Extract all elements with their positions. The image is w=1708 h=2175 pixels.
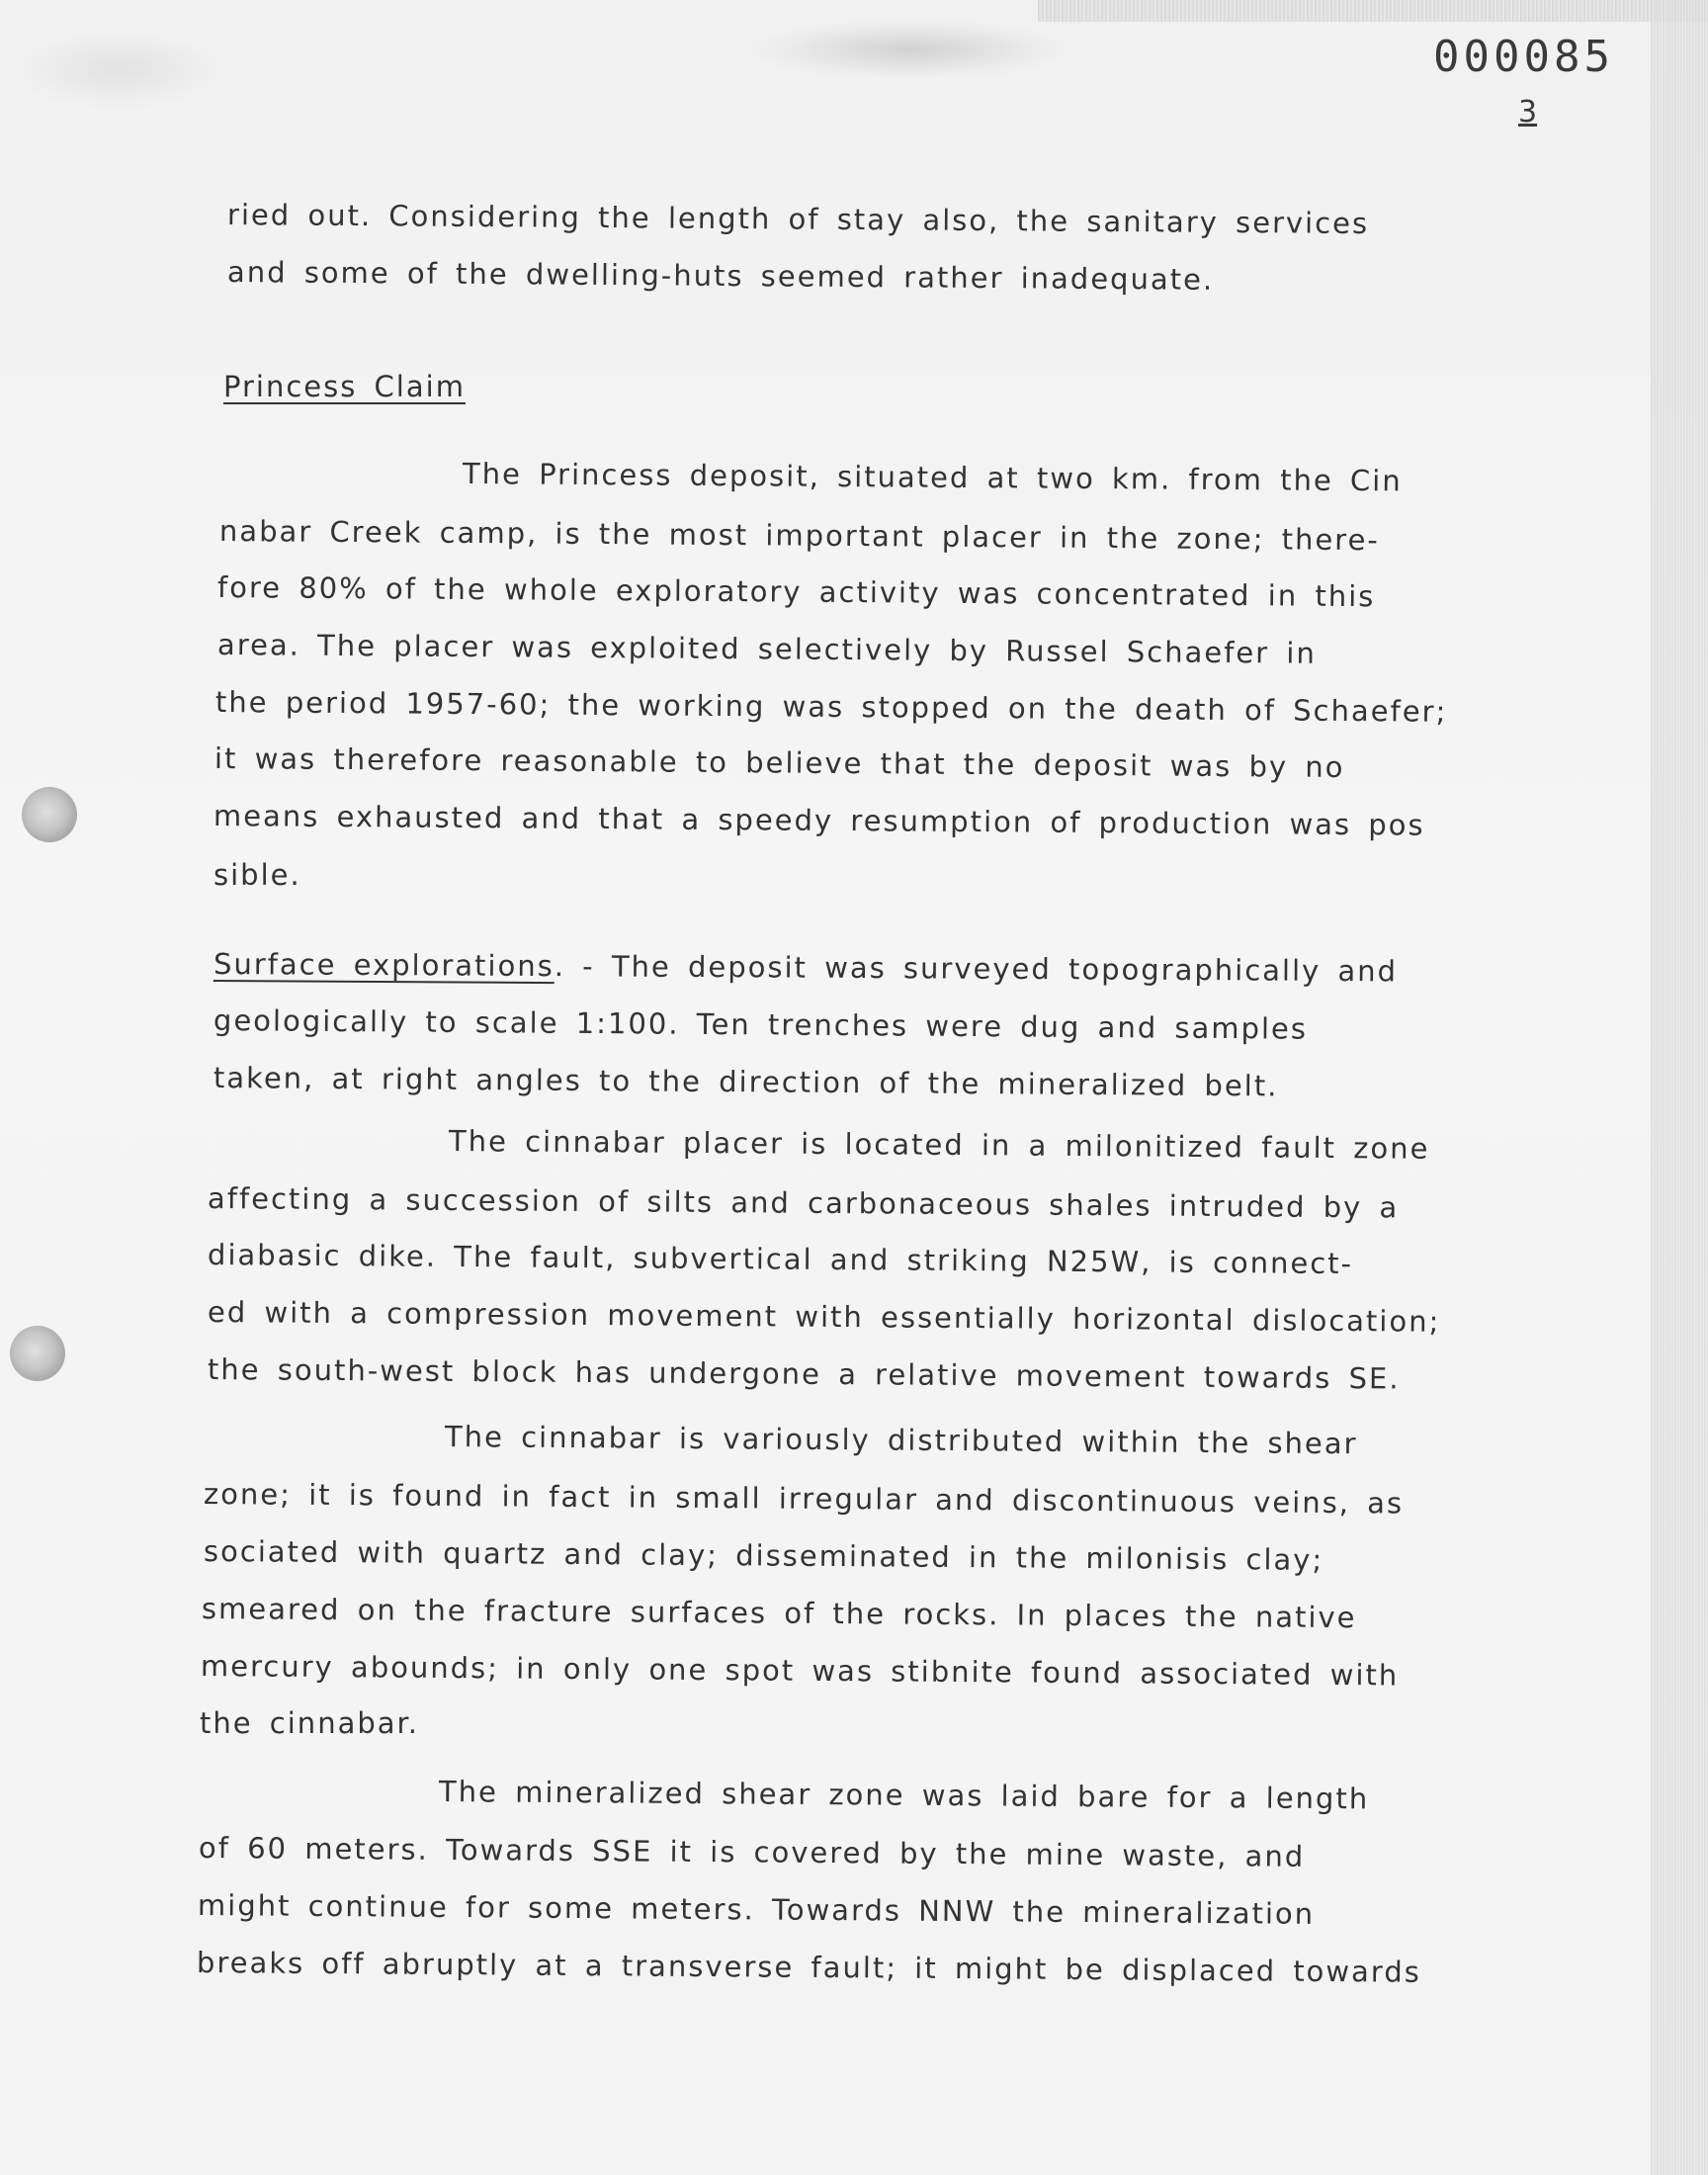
text-line: the south-west block has undergone a relative movement towards SE. xyxy=(207,1352,1401,1396)
text-line: breaks off abruptly at a transverse fault; it might be displaced towards xyxy=(196,1946,1421,1989)
text-line: might continue for some meters. Towards NNW the mineralization xyxy=(197,1888,1316,1931)
text-line: it was therefore reasonable to believe that the deposit was by no xyxy=(214,741,1345,784)
punch-hole xyxy=(10,1326,65,1381)
text-line: The cinnabar is variously distributed within the shear xyxy=(444,1420,1358,1461)
document-number: 000085 xyxy=(1433,32,1614,82)
page-number: 3 xyxy=(1518,95,1538,130)
text-line-lead xyxy=(214,947,1398,988)
text-line: diabasic dike. The fault, subvertical and striking N25W, is connect- xyxy=(207,1238,1354,1281)
text-line: nabar Creek camp, is the most important placer in the zone; there- xyxy=(218,514,1380,558)
lead-continuation: . - The deposit was surveyed topographically and xyxy=(554,949,1399,989)
text-line: ed with a compression movement with essentially horizontal dislocation; xyxy=(207,1295,1441,1339)
text-line: geologically to scale 1:100. Ten trenches were dug and samples xyxy=(213,1003,1309,1046)
text-line: ried out. Considering the length of stay also, the sanitary services xyxy=(226,198,1370,241)
text-line: fore 80% of the whole exploratory activity was concentrated in this xyxy=(216,570,1376,614)
text-line: and some of the dwelling-huts seemed rather inadequate. xyxy=(226,255,1215,297)
punch-hole xyxy=(22,787,77,842)
text-line: taken, at right angles to the direction of the mineralized belt. xyxy=(213,1061,1279,1103)
scan-edge-right xyxy=(1651,0,1708,2175)
text-line: The mineralized shear zone was laid bare for a length xyxy=(438,1775,1370,1816)
section-lead-surface-explorations: Surface explorations xyxy=(213,947,555,984)
text-line: The cinnabar placer is located in a milonitized fault zone xyxy=(448,1124,1430,1166)
text-line: sible. xyxy=(214,858,301,892)
text-line: affecting a succession of silts and carbonaceous shales intruded by a xyxy=(207,1181,1400,1225)
text-line: the period 1957-60; the working was stopped on the death of Schaefer; xyxy=(214,685,1448,729)
text-line: the cinnabar. xyxy=(200,1706,420,1740)
text-line: mercury abounds; in only one spot was stibnite found associated with xyxy=(200,1649,1400,1693)
scan-edge-top xyxy=(1038,0,1708,22)
text-line: means exhausted and that a speedy resumption of production was pos xyxy=(213,799,1425,842)
text-line: sociated with quartz and clay; disseminated in the milonisis clay; xyxy=(203,1534,1324,1577)
section-heading-princess-claim: Princess Claim xyxy=(223,370,466,403)
text-line: smeared on the fracture surfaces of the rocks. In places the native xyxy=(201,1592,1357,1635)
text-line: area. The placer was exploited selectively by Russel Schaefer in xyxy=(216,628,1317,670)
text-line: of 60 meters. Towards SSE it is covered by the mine waste, and xyxy=(198,1831,1306,1873)
scan-smudge xyxy=(751,20,1068,79)
text-line: The Princess deposit, situated at two km. from the Cin xyxy=(462,457,1403,498)
scan-smudge xyxy=(10,30,227,109)
text-line: zone; it is found in fact in small irregular and discontinuous veins, as xyxy=(203,1477,1405,1521)
